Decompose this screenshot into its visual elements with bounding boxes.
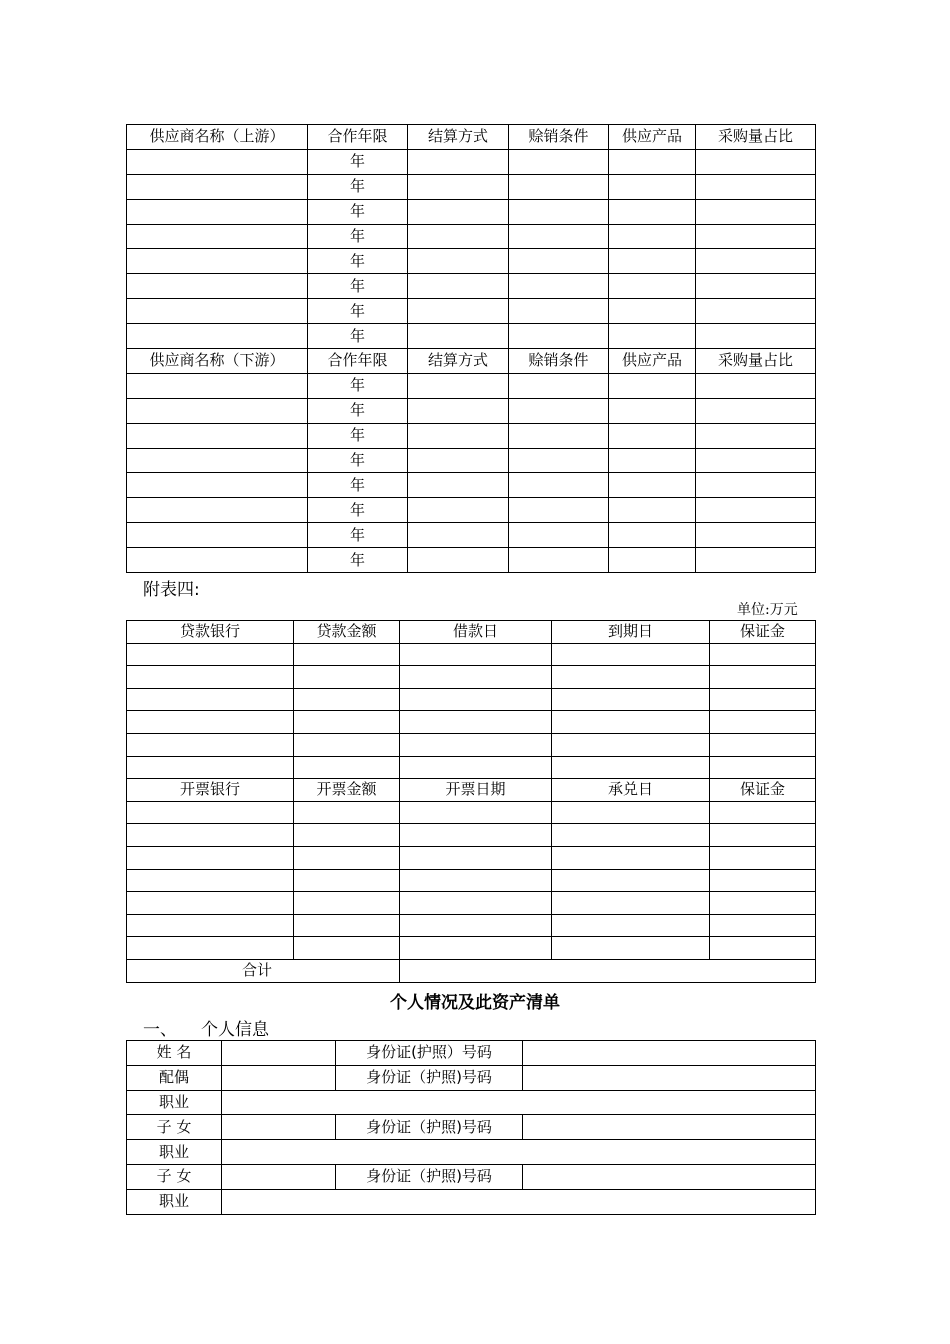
table-row [127, 711, 816, 734]
data-cell[interactable] [710, 801, 816, 824]
cooperation-years-cell: 年 [308, 274, 408, 299]
data-cell[interactable] [710, 846, 816, 869]
data-cell[interactable] [696, 423, 816, 448]
data-cell[interactable] [408, 373, 509, 398]
downstream-header-cell: 结算方式 [408, 349, 509, 374]
cooperation-years-cell: 年 [308, 224, 408, 249]
data-cell[interactable] [509, 174, 609, 199]
data-cell[interactable] [552, 869, 710, 892]
data-cell[interactable] [609, 174, 696, 199]
table-row [127, 199, 816, 224]
table-row [127, 824, 816, 847]
table-row [127, 621, 816, 644]
data-cell[interactable] [609, 398, 696, 423]
loan-header-cell: 借款日 [400, 621, 552, 644]
data-cell[interactable] [294, 869, 400, 892]
data-cell[interactable] [552, 801, 710, 824]
data-cell[interactable] [294, 914, 400, 937]
table-row [127, 498, 816, 523]
data-cell[interactable] [509, 448, 609, 473]
table-row [127, 324, 816, 349]
data-cell[interactable] [552, 756, 710, 779]
data-cell[interactable] [400, 666, 552, 689]
data-cell[interactable] [400, 824, 552, 847]
table-row [127, 801, 816, 824]
table-row [127, 174, 816, 199]
data-cell[interactable] [127, 666, 294, 689]
upstream-header-cell: 采购量占比 [696, 125, 816, 150]
data-cell[interactable] [696, 473, 816, 498]
table-row [127, 1041, 816, 1066]
data-cell[interactable] [408, 324, 509, 349]
data-cell[interactable] [696, 498, 816, 523]
data-cell[interactable] [710, 937, 816, 960]
data-cell[interactable] [294, 756, 400, 779]
data-cell[interactable] [552, 688, 710, 711]
data-cell[interactable] [609, 324, 696, 349]
data-cell[interactable] [696, 324, 816, 349]
table-row [127, 869, 816, 892]
data-cell[interactable] [127, 869, 294, 892]
cooperation-years-cell: 年 [308, 398, 408, 423]
supplier-table-block [126, 124, 815, 573]
data-cell[interactable] [127, 846, 294, 869]
total-label: 合计 [127, 959, 400, 982]
data-cell[interactable] [609, 373, 696, 398]
data-cell[interactable] [552, 666, 710, 689]
data-cell[interactable] [127, 914, 294, 937]
data-cell[interactable] [127, 756, 294, 779]
table-row [127, 914, 816, 937]
spouse-value-cell[interactable] [222, 1065, 336, 1090]
data-cell[interactable] [400, 711, 552, 734]
loan-table [126, 620, 816, 983]
section-heading [143, 1015, 269, 1040]
data-cell[interactable] [552, 937, 710, 960]
data-cell[interactable] [408, 548, 509, 573]
data-cell[interactable] [127, 688, 294, 711]
supplier-name-cell[interactable] [127, 498, 308, 523]
data-cell[interactable] [509, 224, 609, 249]
data-cell[interactable] [294, 801, 400, 824]
child-label: 子 女 [127, 1164, 222, 1189]
section-title: 个人信息 [201, 1020, 269, 1040]
data-cell[interactable] [609, 548, 696, 573]
data-cell[interactable] [609, 274, 696, 299]
data-cell[interactable] [127, 892, 294, 915]
data-cell[interactable] [127, 937, 294, 960]
downstream-header-cell: 供应商名称（下游） [127, 349, 308, 374]
data-cell[interactable] [127, 801, 294, 824]
data-cell[interactable] [696, 373, 816, 398]
supplier-name-cell[interactable] [127, 473, 308, 498]
data-cell[interactable] [609, 523, 696, 548]
loan-header-cell: 贷款金额 [294, 621, 400, 644]
data-cell[interactable] [696, 548, 816, 573]
id-value-cell[interactable] [523, 1041, 816, 1066]
data-cell[interactable] [696, 299, 816, 324]
data-cell[interactable] [710, 914, 816, 937]
table-row [127, 937, 816, 960]
data-cell[interactable] [552, 892, 710, 915]
data-cell[interactable] [294, 688, 400, 711]
data-cell[interactable] [696, 199, 816, 224]
data-cell[interactable] [509, 548, 609, 573]
table-row [127, 1065, 816, 1090]
data-cell[interactable] [408, 398, 509, 423]
data-cell[interactable] [400, 801, 552, 824]
data-cell[interactable] [400, 688, 552, 711]
data-cell[interactable] [696, 398, 816, 423]
downstream-header-cell: 赊销条件 [509, 349, 609, 374]
data-cell[interactable] [696, 174, 816, 199]
cooperation-years-cell: 年 [308, 149, 408, 174]
data-cell[interactable] [710, 666, 816, 689]
supplier-name-cell[interactable] [127, 199, 308, 224]
occupation-value-cell[interactable] [222, 1140, 816, 1165]
table-row [127, 125, 816, 150]
table-row [127, 892, 816, 915]
data-cell[interactable] [509, 398, 609, 423]
data-cell[interactable] [710, 824, 816, 847]
data-cell[interactable] [400, 733, 552, 756]
child-id-value-cell[interactable] [523, 1115, 816, 1140]
data-cell[interactable] [294, 824, 400, 847]
child-value-cell[interactable] [222, 1164, 336, 1189]
table-row [127, 1140, 816, 1165]
cooperation-years-cell: 年 [308, 249, 408, 274]
data-cell[interactable] [509, 373, 609, 398]
table-row [127, 846, 816, 869]
supplier-name-cell[interactable] [127, 324, 308, 349]
table-row [127, 448, 816, 473]
supplier-name-cell[interactable] [127, 373, 308, 398]
table-row [127, 779, 816, 802]
child-id-label: 身份证（护照)号码 [336, 1115, 523, 1140]
upstream-header-cell: 结算方式 [408, 125, 509, 150]
table-row [127, 1189, 816, 1214]
cooperation-years-cell: 年 [308, 473, 408, 498]
downstream-header-cell: 供应产品 [609, 349, 696, 374]
data-cell[interactable] [710, 756, 816, 779]
supplier-name-cell[interactable] [127, 174, 308, 199]
data-cell[interactable] [294, 643, 400, 666]
upstream-header-cell: 供应商名称（上游） [127, 125, 308, 150]
child-value-cell[interactable] [222, 1115, 336, 1140]
supplier-name-cell[interactable] [127, 299, 308, 324]
data-cell[interactable] [509, 423, 609, 448]
data-cell[interactable] [408, 224, 509, 249]
data-cell[interactable] [609, 149, 696, 174]
supplier-name-cell[interactable] [127, 149, 308, 174]
data-cell[interactable] [710, 688, 816, 711]
loan-header-cell: 贷款银行 [127, 621, 294, 644]
personal-table-block [126, 1040, 815, 1215]
upstream-header-cell: 供应产品 [609, 125, 696, 150]
data-cell[interactable] [552, 643, 710, 666]
child-label: 子 女 [127, 1115, 222, 1140]
name-value-cell[interactable] [222, 1041, 336, 1066]
data-cell[interactable] [509, 299, 609, 324]
table-row [127, 373, 816, 398]
supplier-name-cell[interactable] [127, 448, 308, 473]
unit-note: 单位:万元 [737, 602, 798, 618]
data-cell[interactable] [408, 149, 509, 174]
cooperation-years-cell: 年 [308, 498, 408, 523]
spouse-label: 配偶 [127, 1065, 222, 1090]
data-cell[interactable] [408, 523, 509, 548]
data-cell[interactable] [294, 892, 400, 915]
data-cell[interactable] [609, 473, 696, 498]
cooperation-years-cell: 年 [308, 373, 408, 398]
data-cell[interactable] [294, 666, 400, 689]
table-row [127, 688, 816, 711]
data-cell[interactable] [408, 299, 509, 324]
bill-header-cell: 开票日期 [400, 779, 552, 802]
data-cell[interactable] [710, 733, 816, 756]
data-cell[interactable] [552, 846, 710, 869]
loan-header-cell: 到期日 [552, 621, 710, 644]
data-cell[interactable] [509, 473, 609, 498]
data-cell[interactable] [509, 149, 609, 174]
data-cell[interactable] [609, 224, 696, 249]
occupation-label: 职业 [127, 1189, 222, 1214]
data-cell[interactable] [509, 523, 609, 548]
table-row [127, 1090, 816, 1115]
cooperation-years-cell: 年 [308, 448, 408, 473]
total-value-cell[interactable] [400, 959, 816, 982]
data-cell[interactable] [710, 892, 816, 915]
table-row [127, 299, 816, 324]
data-cell[interactable] [400, 914, 552, 937]
table-row [127, 473, 816, 498]
loan-header-cell: 保证金 [710, 621, 816, 644]
bill-header-cell: 开票银行 [127, 779, 294, 802]
cooperation-years-cell: 年 [308, 548, 408, 573]
appendix-title: 附表四: [143, 580, 200, 600]
data-cell[interactable] [127, 711, 294, 734]
data-cell[interactable] [408, 498, 509, 523]
table-row [127, 733, 816, 756]
child-id-value-cell[interactable] [523, 1164, 816, 1189]
table-row [127, 349, 816, 374]
data-cell[interactable] [400, 937, 552, 960]
personal-info-table [126, 1040, 816, 1215]
loan-table-block [126, 620, 815, 983]
table-row [127, 149, 816, 174]
data-cell[interactable] [408, 199, 509, 224]
cooperation-years-cell: 年 [308, 299, 408, 324]
data-cell[interactable] [552, 711, 710, 734]
data-cell[interactable] [609, 249, 696, 274]
supplier-name-cell[interactable] [127, 274, 308, 299]
spouse-id-value-cell[interactable] [523, 1065, 816, 1090]
cooperation-years-cell: 年 [308, 324, 408, 349]
data-cell[interactable] [609, 299, 696, 324]
data-cell[interactable] [294, 937, 400, 960]
supplier-name-cell[interactable] [127, 523, 308, 548]
data-cell[interactable] [509, 199, 609, 224]
section-number: 一、 [143, 1020, 177, 1040]
supplier-name-cell[interactable] [127, 423, 308, 448]
data-cell[interactable] [609, 448, 696, 473]
page-title: 个人情况及此资产清单 [390, 993, 560, 1013]
table-row [127, 398, 816, 423]
table-row [127, 274, 816, 299]
table-row [127, 1164, 816, 1189]
data-cell[interactable] [408, 274, 509, 299]
data-cell[interactable] [696, 448, 816, 473]
data-cell[interactable] [408, 174, 509, 199]
data-cell[interactable] [696, 274, 816, 299]
table-row [127, 224, 816, 249]
data-cell[interactable] [710, 869, 816, 892]
data-cell[interactable] [400, 643, 552, 666]
name-label: 姓 名 [127, 1041, 222, 1066]
occupation-value-cell[interactable] [222, 1090, 816, 1115]
data-cell[interactable] [609, 423, 696, 448]
data-cell[interactable] [408, 448, 509, 473]
data-cell[interactable] [400, 756, 552, 779]
table-row [127, 959, 816, 982]
data-cell[interactable] [552, 824, 710, 847]
cooperation-years-cell: 年 [308, 199, 408, 224]
table-row [127, 523, 816, 548]
data-cell[interactable] [696, 224, 816, 249]
cooperation-years-cell: 年 [308, 523, 408, 548]
data-cell[interactable] [609, 199, 696, 224]
id-label: 身份证(护照）号码 [336, 1041, 523, 1066]
table-row [127, 666, 816, 689]
data-cell[interactable] [408, 473, 509, 498]
data-cell[interactable] [696, 523, 816, 548]
cooperation-years-cell: 年 [308, 174, 408, 199]
data-cell[interactable] [400, 846, 552, 869]
data-cell[interactable] [710, 643, 816, 666]
data-cell[interactable] [710, 711, 816, 734]
table-row [127, 756, 816, 779]
data-cell[interactable] [509, 274, 609, 299]
supplier-name-cell[interactable] [127, 249, 308, 274]
bill-header-cell: 开票金额 [294, 779, 400, 802]
supplier-name-cell[interactable] [127, 224, 308, 249]
table-row [127, 1115, 816, 1140]
data-cell[interactable] [408, 423, 509, 448]
downstream-header-cell: 采购量占比 [696, 349, 816, 374]
table-row [127, 548, 816, 573]
data-cell[interactable] [609, 498, 696, 523]
upstream-header-cell: 合作年限 [308, 125, 408, 150]
data-cell[interactable] [509, 324, 609, 349]
data-cell[interactable] [400, 869, 552, 892]
data-cell[interactable] [127, 824, 294, 847]
data-cell[interactable] [696, 149, 816, 174]
data-cell[interactable] [127, 733, 294, 756]
occupation-value-cell[interactable] [222, 1189, 816, 1214]
table-row [127, 249, 816, 274]
bill-header-cell: 承兑日 [552, 779, 710, 802]
supplier-name-cell[interactable] [127, 398, 308, 423]
spouse-id-label: 身份证（护照)号码 [336, 1065, 523, 1090]
data-cell[interactable] [509, 498, 609, 523]
table-row [127, 643, 816, 666]
occupation-label: 职业 [127, 1090, 222, 1115]
data-cell[interactable] [294, 846, 400, 869]
data-cell[interactable] [408, 249, 509, 274]
data-cell[interactable] [127, 643, 294, 666]
data-cell[interactable] [400, 892, 552, 915]
data-cell[interactable] [552, 733, 710, 756]
data-cell[interactable] [509, 249, 609, 274]
cooperation-years-cell: 年 [308, 423, 408, 448]
occupation-label: 职业 [127, 1140, 222, 1165]
data-cell[interactable] [294, 733, 400, 756]
data-cell[interactable] [552, 914, 710, 937]
bill-header-cell: 保证金 [710, 779, 816, 802]
supplier-name-cell[interactable] [127, 548, 308, 573]
upstream-header-cell: 赊销条件 [509, 125, 609, 150]
data-cell[interactable] [696, 249, 816, 274]
supplier-table [126, 124, 816, 573]
downstream-header-cell: 合作年限 [308, 349, 408, 374]
child-id-label: 身份证（护照)号码 [336, 1164, 523, 1189]
data-cell[interactable] [294, 711, 400, 734]
table-row [127, 423, 816, 448]
